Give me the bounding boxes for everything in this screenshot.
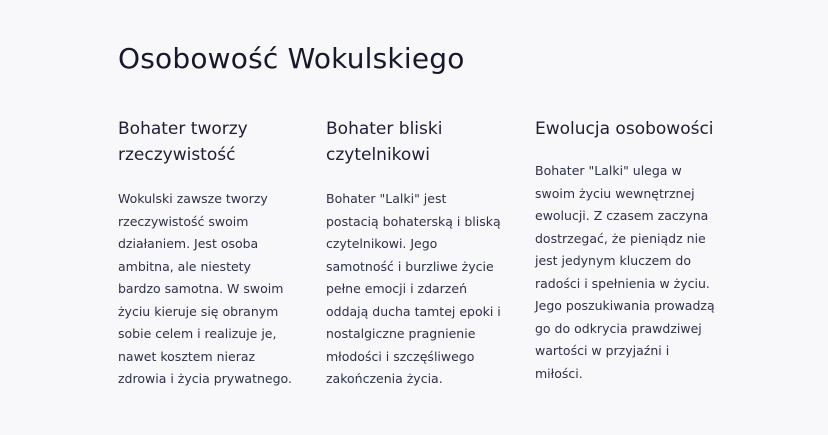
column-heading: Bohater tworzy rzeczywistość bbox=[118, 119, 248, 165]
column-reality bbox=[118, 116, 293, 391]
column-heading: Ewolucja osobowości bbox=[535, 119, 714, 139]
page-title: Osobowość Wokulskiego bbox=[118, 42, 465, 75]
column-text: Wokulski zawsze tworzy rzeczywistość swoim działaniem. Jest osoba ambitna, ale niestety bardzo samotna. W swoim życiu kieruje się obranym sobie celem i realizuje je, nawet kosztem nieraz zdrowia i życia prywatnego. bbox=[118, 191, 292, 386]
column-evolution bbox=[535, 116, 715, 385]
column-text: Bohater "Lalki" ulega w swoim życiu wewnętrznej ewolucji. Z czasem zaczyna dostrzegać, że pieniądz nie jest jedynym kluczem do radości i spełnienia w życiu. Jego poszukiwania prowadzą go do odkrycia prawdziwej wartości w przyjaźni i miłości. bbox=[535, 163, 715, 381]
column-heading: Bohater bliski czytelnikowi bbox=[326, 119, 443, 165]
column-text: Bohater "Lalki" jest postacią bohaterską i bliską czytelnikowi. Jego samotność i burzliwe życie pełne emocji i zdarzeń oddają ducha tamtej epoki i nostalgiczne pragnienie młodości i szczęśliwego zakończenia życia. bbox=[326, 191, 501, 386]
column-reader bbox=[326, 116, 501, 391]
